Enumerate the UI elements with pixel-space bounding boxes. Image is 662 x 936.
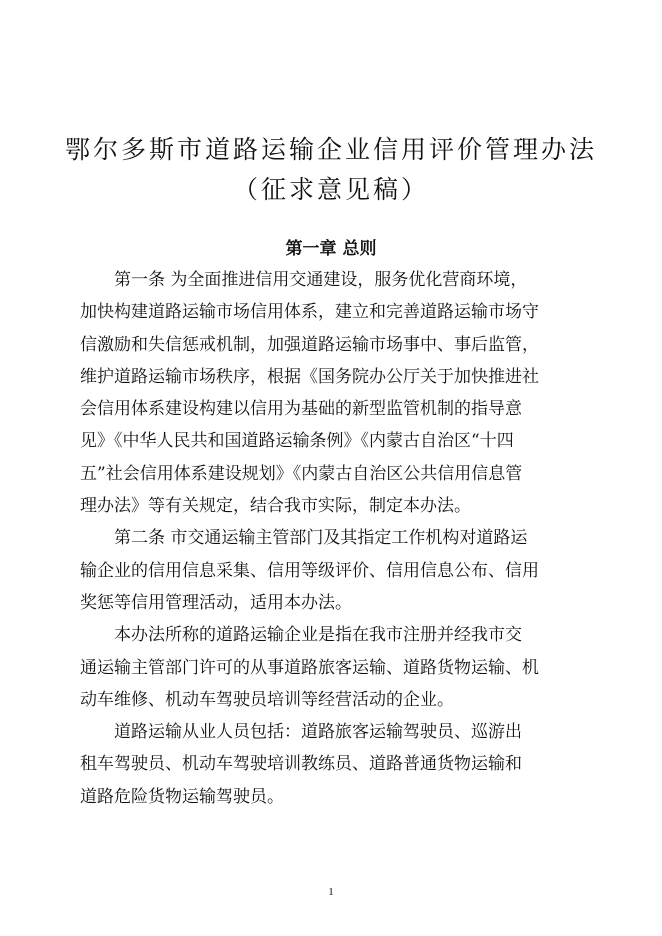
document-subtitle: （征求意见稿） [232, 175, 429, 204]
paragraph-line: 第二条 市交通运输主管部门及其指定工作机构对道路运 [114, 528, 528, 549]
paragraph-line: 维护道路运输市场秩序，根据《国务院办公厅关于加快推进社 [80, 366, 539, 387]
paragraph-line: 动车维修、机动车驾驶员培训等经营活动的企业。 [80, 689, 454, 710]
paragraph-line: 输企业的信用信息采集、信用等级评价、信用信息公布、信用 [80, 560, 539, 581]
paragraph-line: 会信用体系建设构建以信用为基础的新型监管机制的指导意 [80, 399, 522, 420]
document-body [80, 264, 580, 813]
paragraph-line: 信激励和失信惩戒机制，加强道路运输市场事中、事后监管， [80, 334, 539, 355]
paragraph-line: 理办法》等有关规定，结合我市实际，制定本办法。 [80, 496, 471, 517]
paragraph-line: 通运输主管部门许可的从事道路旅客运输、道路货物运输、机 [80, 657, 539, 678]
page-number: 1 [328, 886, 334, 898]
paragraph [80, 264, 580, 522]
paragraph-line: 第一条 为全面推进信用交通建设，服务优化营商环境， [114, 270, 528, 290]
paragraph-line: 五”社会信用体系建设规划》《内蒙古自治区公共信用信息管 [80, 463, 523, 484]
paragraph-line: 奖惩等信用管理活动，适用本办法。 [80, 592, 352, 613]
paragraph-line: 租车驾驶员、机动车驾驶培训教练员、道路普通货物运输和 [80, 754, 522, 775]
paragraph-line: 本办法所称的道路运输企业是指在我市注册并经我市交 [114, 625, 522, 646]
paragraph-line: 见》《中华人民共和国道路运输条例》《内蒙古自治区“十四 [80, 431, 514, 452]
paragraph-line: 道路危险货物运输驾驶员。 [80, 786, 284, 807]
paragraph-line: 道路运输从业人员包括：道路旅客运输驾驶员、巡游出 [114, 722, 522, 743]
document-title: 鄂尔多斯市道路运输企业信用评价管理办法 [64, 135, 597, 164]
paragraph [80, 716, 580, 813]
paragraph-line: 加快构建道路运输市场信用体系，建立和完善道路运输市场守 [80, 302, 539, 323]
paragraph [80, 619, 580, 716]
chapter-heading: 第一章 总则 [285, 239, 377, 259]
paragraph [80, 522, 580, 619]
